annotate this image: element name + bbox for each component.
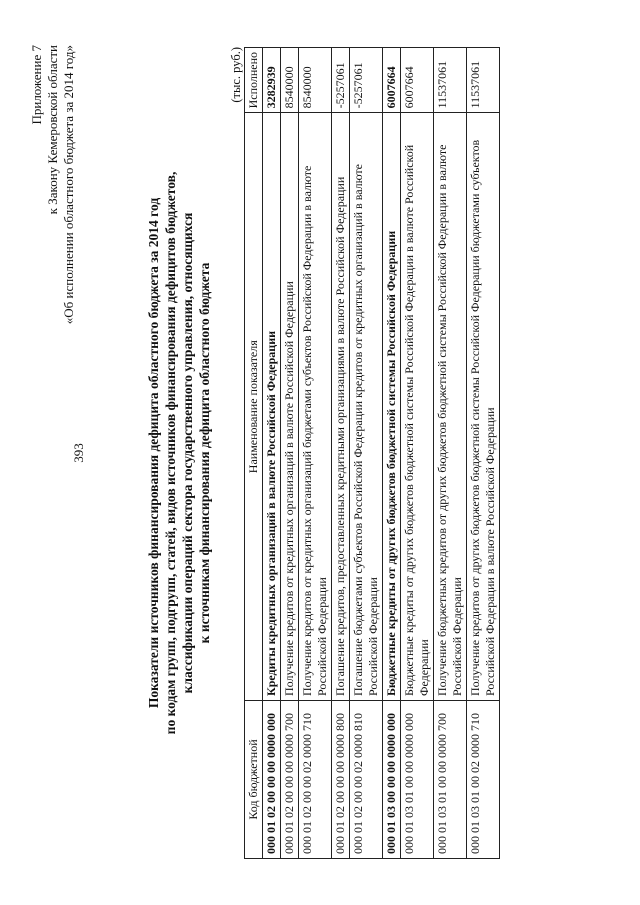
- table-row: [281, 47, 299, 858]
- code-cell: 000 01 02 00 00 00 0000 000: [263, 700, 281, 858]
- name-cell: Погашение бюджетами субъектов Российской Федерации кредитов от кредитных организаций в валюте Российской Федерации: [350, 112, 383, 700]
- value-cell: 11537061: [434, 47, 467, 112]
- header-name: Наименование показателя: [245, 112, 263, 700]
- code-cell: 000 01 02 00 00 02 0000 810: [350, 700, 383, 858]
- table-row: [299, 47, 332, 858]
- rotated-document-page: [25, 33, 615, 873]
- table-row: [383, 47, 401, 858]
- name-cell: Погашение кредитов, предоставленных кредитными организациями в валюте Российской Федерации: [332, 112, 350, 700]
- appendix-line-2: к Закону Кемеровской области: [45, 44, 60, 214]
- name-cell: Получение бюджетных кредитов от других бюджетов бюджетной системы Российской Федерации в валюте Российской Федерации: [434, 112, 467, 700]
- code-cell: 000 01 03 00 00 00 0000 000: [383, 700, 401, 858]
- value-cell: 6007664: [383, 47, 401, 112]
- code-cell: 000 01 02 00 00 02 0000 710: [299, 700, 332, 858]
- name-cell: Получение кредитов от кредитных организаций бюджетами субъектов Российской Федерации в валюте Российской Федерации: [299, 112, 332, 700]
- value-cell: -5257061: [350, 47, 383, 112]
- document-title: [145, 93, 213, 813]
- table-row: [332, 47, 350, 858]
- name-cell: Бюджетные кредиты от других бюджетов бюджетной системы Российской Федерации: [383, 112, 401, 700]
- title-line-2: по кодам групп, подгрупп, статей, видов источников финансирования дефицитов бюджетов,: [163, 171, 178, 734]
- table-header-row: [245, 47, 263, 858]
- code-cell: 000 01 03 01 00 00 0000 700: [434, 700, 467, 858]
- name-cell: Получение кредитов от других бюджетов бюджетной системы Российской Федерации бюджетами субъектов Российской Федерации в валюте Российской Федерации: [467, 112, 500, 700]
- header-code: Код бюджетной: [245, 700, 263, 858]
- unit-label: (тыс. руб.): [229, 46, 243, 103]
- appendix-line-1: Приложение 7: [29, 44, 44, 125]
- code-cell: 000 01 02 00 00 00 0000 800: [332, 700, 350, 858]
- code-cell: 000 01 02 00 00 00 0000 700: [281, 700, 299, 858]
- code-cell: 000 01 03 01 00 02 0000 710: [467, 700, 500, 858]
- name-cell: Получение кредитов от кредитных организаций в валюте Российской Федерации: [281, 112, 299, 700]
- value-cell: 8540000: [281, 47, 299, 112]
- value-cell: 3282939: [263, 47, 281, 112]
- header-value: Исполнено: [245, 47, 263, 112]
- table-row: [467, 47, 500, 858]
- table-row: [350, 47, 383, 858]
- appendix-reference: [29, 45, 77, 324]
- value-cell: -5257061: [332, 47, 350, 112]
- value-cell: 8540000: [299, 47, 332, 112]
- table-row: [401, 47, 434, 858]
- financing-sources-table: [244, 47, 500, 859]
- table-row: [263, 47, 281, 858]
- table-row: [434, 47, 467, 858]
- title-line-1: Показатели источников финансирования дефицита областного бюджета за 2014 год: [146, 197, 161, 708]
- code-cell: 000 01 03 01 00 00 0000 000: [401, 700, 434, 858]
- value-cell: 6007664: [401, 47, 434, 112]
- table-body: [263, 47, 500, 858]
- name-cell: Бюджетные кредиты от других бюджетов бюджетной системы Российской Федерации в валюте Российской Федерации: [401, 112, 434, 700]
- name-cell: Кредиты кредитных организаций в валюте Российской Федерации: [263, 112, 281, 700]
- page-number: 393: [71, 442, 86, 463]
- title-line-4: к источникам финансирования дефицита областного бюджета: [197, 262, 212, 643]
- title-line-3: классификации операций сектора государственного управления, относящихся: [180, 212, 195, 693]
- value-cell: 11537061: [467, 47, 500, 112]
- appendix-line-3: «Об исполнении областного бюджета за 2014 год»: [61, 44, 76, 324]
